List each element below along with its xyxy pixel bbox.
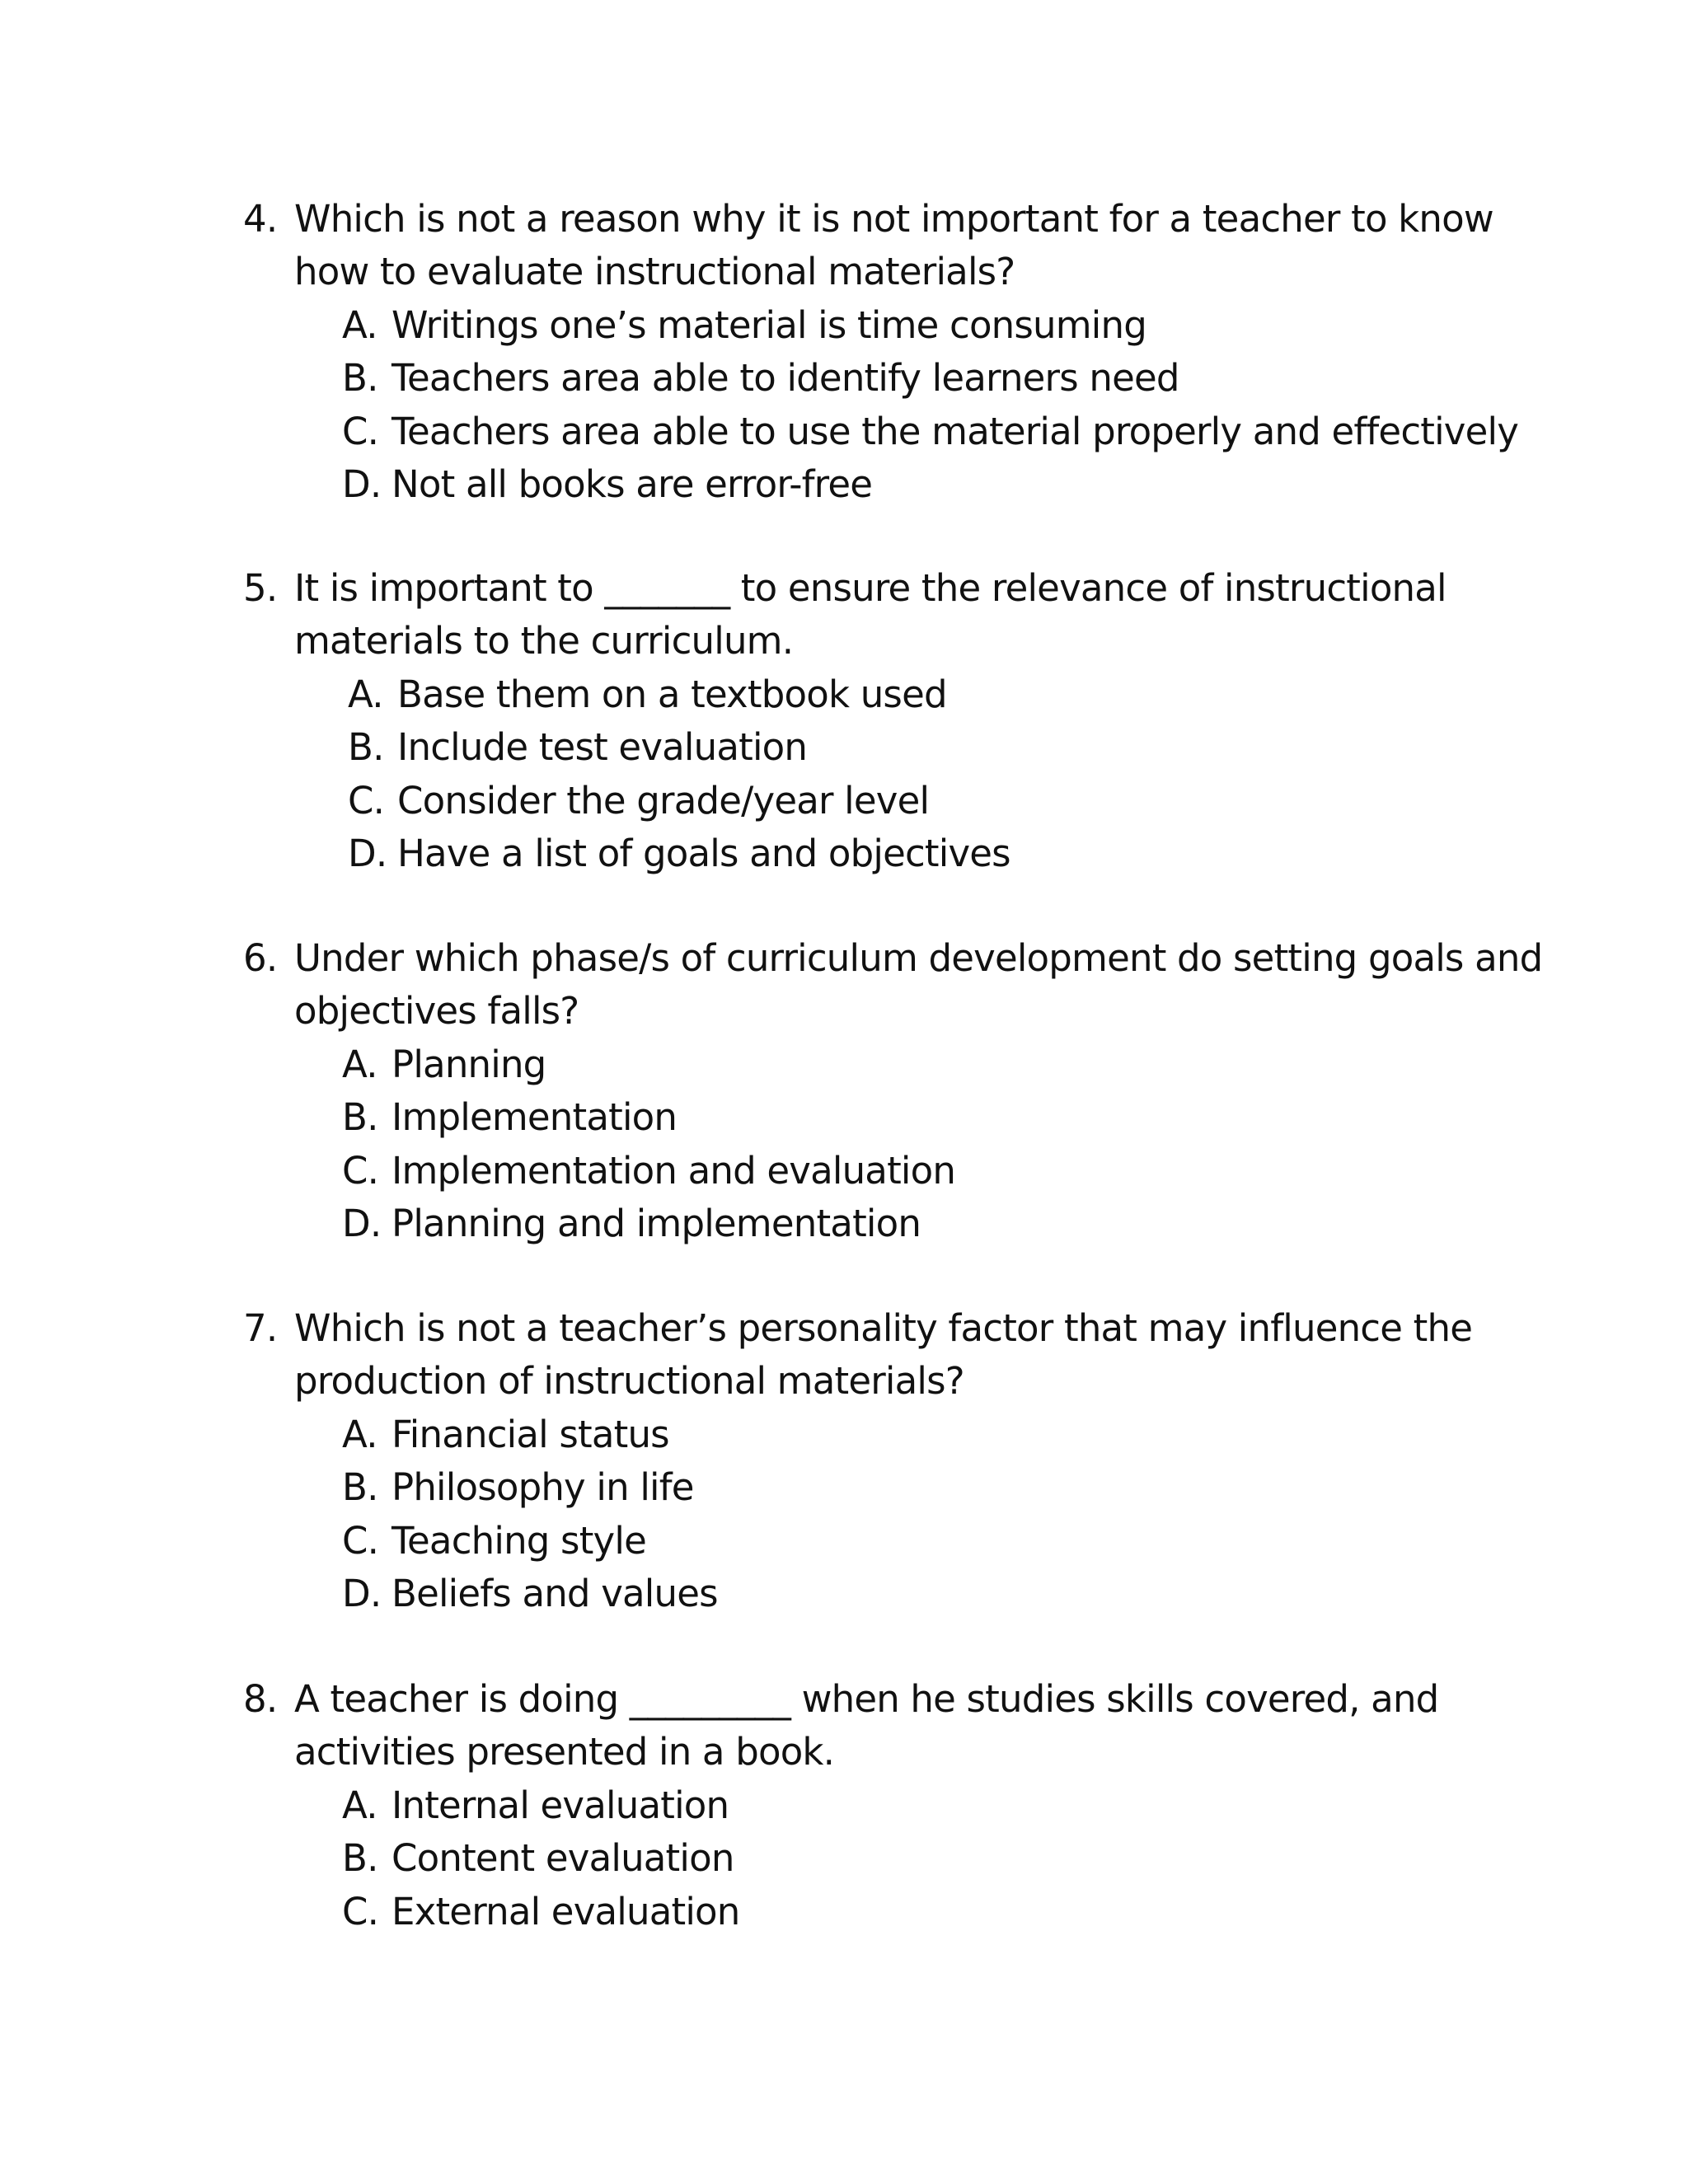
question-number: 5. (243, 566, 278, 610)
option-c (342, 405, 1518, 458)
option-letter: A. (342, 303, 377, 347)
question-text-line-1: Which is not a reason why it is not important for a teacher to know (294, 197, 1493, 241)
option-text: Implementation (392, 1095, 678, 1139)
option-text: Implementation and evaluation (392, 1149, 956, 1193)
option-text: Not all books are error-free (392, 462, 873, 506)
option-text: Teachers area able to identify learners need (392, 356, 1179, 400)
question-text-line-1: It is important to _______ to ensure the relevance of instructional (294, 566, 1447, 610)
option-text: Internal evaluation (392, 1783, 729, 1827)
option-text: Financial status (392, 1413, 669, 1456)
option-c (348, 775, 929, 827)
option-d (348, 827, 1010, 880)
question-text-line-2: materials to the curriculum. (294, 619, 794, 663)
option-letter: B. (342, 1836, 378, 1880)
option-letter: C. (342, 1890, 379, 1933)
option-text: Philosophy in life (392, 1465, 694, 1509)
option-text: Base them on a textbook used (397, 673, 947, 716)
option-letter: D. (348, 832, 387, 875)
question-text-line-1: Under which phase/s of curriculum development do setting goals and (294, 936, 1543, 980)
option-text: Content evaluation (392, 1836, 734, 1880)
option-text: Teaching style (392, 1519, 646, 1563)
option-text: Include test evaluation (397, 725, 808, 769)
option-text: Teachers area able to use the material properly and effectively (392, 410, 1519, 453)
option-letter: C. (342, 410, 379, 453)
option-c (342, 1515, 646, 1568)
question-number: 7. (243, 1306, 278, 1350)
option-text: Have a list of goals and objectives (397, 832, 1010, 875)
option-text: Planning and implementation (392, 1202, 921, 1245)
option-text: Beliefs and values (392, 1572, 718, 1615)
option-b (342, 352, 1179, 405)
option-letter: B. (342, 1465, 378, 1509)
question-text-line-2: production of instructional materials? (294, 1359, 964, 1403)
option-a (342, 1038, 546, 1091)
option-c (342, 1886, 740, 1938)
option-text: Planning (392, 1043, 546, 1086)
option-text: Writings one’s material is time consuming (392, 303, 1146, 347)
option-a (342, 1408, 669, 1461)
option-letter: A. (342, 1783, 377, 1827)
question-number: 4. (243, 197, 278, 241)
option-letter: B. (342, 1095, 378, 1139)
option-b (342, 1461, 694, 1514)
option-a (348, 668, 947, 721)
option-text: External evaluation (392, 1890, 740, 1933)
option-a (342, 299, 1146, 352)
option-letter: A. (342, 1043, 377, 1086)
option-letter: A. (348, 673, 383, 716)
option-b (342, 1832, 734, 1885)
question-number: 6. (243, 936, 278, 980)
option-letter: A. (342, 1413, 377, 1456)
option-letter: C. (342, 1519, 379, 1563)
option-d (342, 458, 872, 511)
question-text-line-2: activities presented in a book. (294, 1730, 835, 1774)
option-letter: B. (342, 356, 378, 400)
option-letter: C. (342, 1149, 379, 1193)
option-d (342, 1197, 921, 1250)
question-text-line-1: Which is not a teacher’s personality factor that may influence the (294, 1306, 1473, 1350)
question-text-line-2: how to evaluate instructional materials? (294, 250, 1015, 293)
question-number: 8. (243, 1677, 278, 1721)
option-text: Consider the grade/year level (397, 779, 930, 823)
option-letter: B. (348, 725, 384, 769)
option-d (342, 1568, 718, 1620)
option-letter: D. (342, 1572, 382, 1615)
option-b (348, 721, 807, 774)
option-b (342, 1091, 677, 1144)
option-a (342, 1779, 729, 1832)
question-text-line-1: A teacher is doing _________ when he studies skills covered, and (294, 1677, 1439, 1721)
option-letter: D. (342, 1202, 382, 1245)
option-c (342, 1145, 955, 1197)
option-letter: C. (348, 779, 385, 823)
question-text-line-2: objectives falls? (294, 989, 579, 1033)
option-letter: D. (342, 462, 382, 506)
